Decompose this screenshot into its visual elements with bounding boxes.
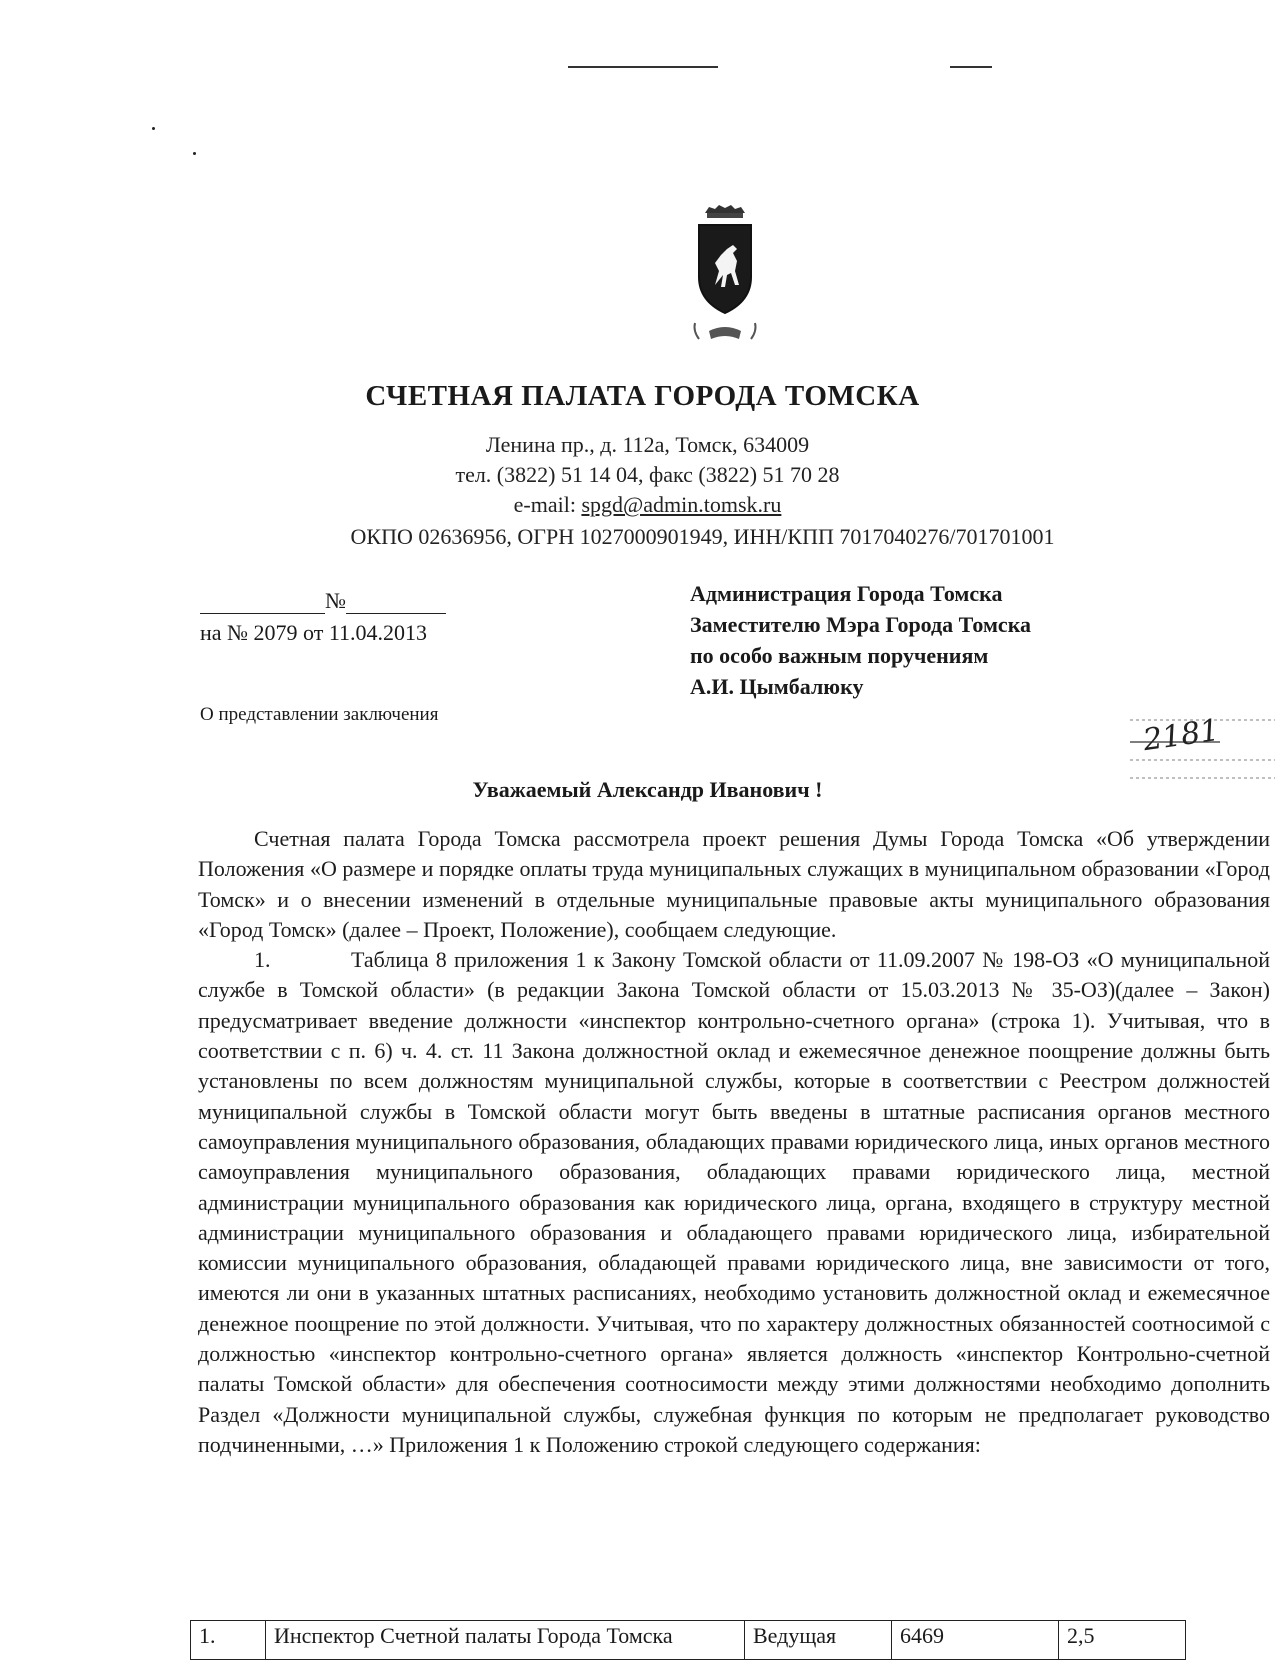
letter-body [198,824,1270,1460]
scan-artifact [568,66,718,68]
number-blank [346,593,446,614]
table-cell: 6469 [892,1621,1059,1660]
reference-number: на № 2079 от 11.04.2013 [200,620,428,645]
number-sign: № [325,588,346,613]
body-item [198,945,1270,1460]
date-blank [200,593,325,614]
addressee-line: Заместителю Мэра Города Томска [690,612,1032,637]
scan-speck [152,127,155,130]
scan-artifact [950,66,992,68]
item-text: Таблица 8 приложения 1 к Закону Томской области от 11.09.2007 № 198-ОЗ «О муниципальной службе в Томской области» (в редакции Закона Томской области от 15.03.2013 № 35-ОЗ)(далее – Закон) предусматривает введение должности «инспектор контрольно-счетного органа» (строка 1). Учитывая, что в соответствии с п. 6) ч. 4. ст. 11 Закона должностной оклад и ежемесячное денежное поощрение должны быть установлены по всем должностям муниципальной службы, которые в соответствии с Реестром должностей муниципальной службы в Томской области могут быть введены в штатные расписания органов местного самоуправления муниципального образования, обладающих правами юридического лица, иных органов местного самоуправления муниципального образования, обладающих правами юридического лица, местной администрации муниципального образования как юридического лица, органа, входящего в структуру местной администрации муниципального образования и обладающего правами юридического лица, избирательной комиссии муниципального образования, обладающей правами юридического лица, вне зависимости от того, имеются ли они в указанных штатных расписаниях, необходимо установить должностной оклад и ежемесячное денежное поощрение по этой должности. Учитывая, что по характеру должностных обязанностей соотносимой с должностью «инспектор контрольно-счетного органа» является должность «инспектор Контрольно-счетной палаты Томской области» для обеспечения соотносимости между этими должностями необходимо дополнить Раздел «Должности муниципальной службы, служебная функция по которым не предполагает руководство подчиненными, …» Приложения 1 к Положению строкой следующего содержания: [198,947,1270,1457]
table-cell: 2,5 [1059,1621,1186,1660]
organization-name: СЧЕТНАЯ ПАЛАТА ГОРОДА ТОМСКА [365,380,920,412]
scan-speck [193,152,196,155]
table-row [191,1621,1186,1660]
organization-registration: ОКПО 02636956, ОГРН 1027000901949, ИНН/КПП 7017040276/701701001 [350,524,1055,549]
email-link[interactable]: spgd@admin.tomsk.ru [581,492,782,517]
stamp-handwritten-number: 2181 [1140,712,1222,759]
table-cell: 1. [191,1621,266,1660]
item-number: 1. [254,947,271,973]
organization-address: Ленина пр., д. 112а, Томск, 634009 [485,432,810,457]
tomsk-coat-of-arms-icon [685,205,765,353]
addressee-line: А.И. Цымбалюку [690,674,864,699]
email-label: e-mail: [513,492,576,517]
table-cell: Ведущая [745,1621,892,1660]
addressee-line: по особо важным поручениям [690,643,989,668]
position-table [190,1620,1186,1660]
outgoing-number-line [200,588,446,614]
organization-email-line [0,492,1275,518]
letter-subject: О представлении заключения [200,704,439,725]
organization-phone: тел. (3822) 51 14 04, факс (3822) 51 70 28 [455,462,840,487]
salutation: Уважаемый Александр Иванович ! [472,777,823,802]
addressee-line: Администрация Города Томска [690,581,1003,606]
addressee-block [690,578,1031,702]
table-cell: Инспектор Счетной палаты Города Томска [266,1621,745,1660]
body-paragraph: Счетная палата Города Томска рассмотрела проект решения Думы Города Томска «Об утверждении Положения «О размере и порядке оплаты труда муниципальных служащих в муниципальном образовании «Город Томск» и о внесении изменений в отдельные муниципальные правовые акты муниципального образования «Город Томск» (далее – Проект, Положение), сообщаем следующие. [198,826,1270,942]
